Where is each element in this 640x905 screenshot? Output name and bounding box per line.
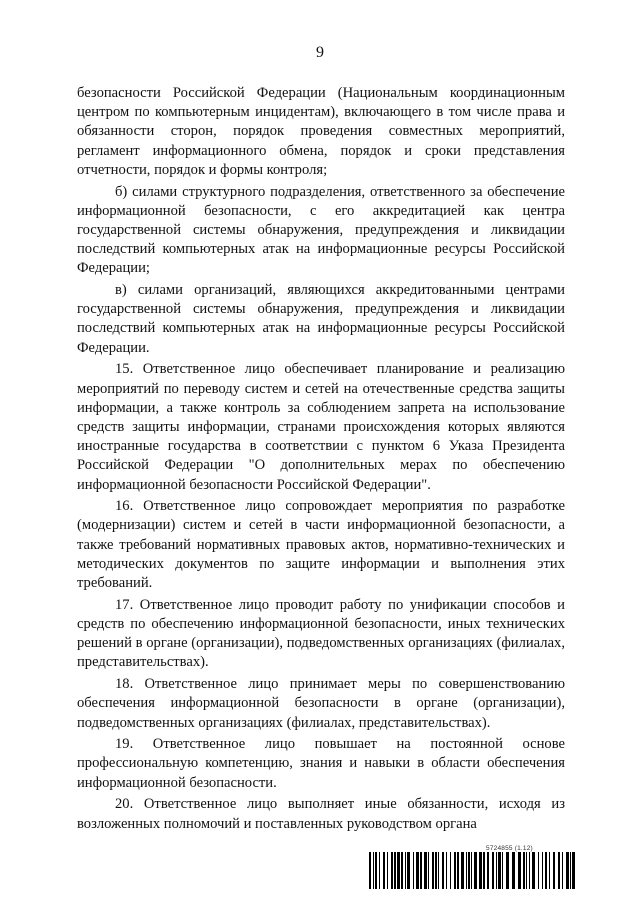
document-code: 5724855 (1.12) — [486, 845, 533, 852]
paragraph-15: 15. Ответственное лицо обеспечивает планирование и реализацию мероприятий по переводу систем и сетей на отечественные средства защиты информации, а также контроль за соблюдением запрета на использование средств защиты информации, странами происхождения которых являются иностранные государства в соответствии с пунктом 6 Указа Президента Российской Федерации "О дополнительных мерах по обеспечению информационной безопасности Российской Федерации". — [77, 361, 565, 493]
paragraph-16: 16. Ответственное лицо сопровождает мероприятия по разработке (модернизации) систем и сетей в части информационной безопасности, а также требований нормативных правовых актов, нормативно-технических и методических документов по защите информации и выполнения этих требований. — [77, 498, 565, 592]
paragraph-18: 18. Ответственное лицо принимает меры по совершенствованию обеспечения информационной безопасности в органе (организации), подведомственных организациях (филиалах, представительствах). — [77, 676, 565, 731]
body-text — [77, 84, 565, 834]
page-number: 9 — [316, 44, 324, 61]
barcode — [369, 852, 576, 889]
paragraph-b: б) силами структурного подразделения, ответственного за обеспечение информационной безопасности, с его аккредитацией как центра государственной системы обнаружения, предупреждения и ликвидации последствий компьютерных атак на информационные ресурсы Российской Федерации; — [77, 183, 565, 277]
paragraph-19: 19. Ответственное лицо повышает на постоянной основе профессиональную компетенцию, знания и навыки в области обеспечения информационной безопасности. — [77, 736, 565, 791]
paragraph-continuation: безопасности Российской Федерации (Национальным координационным центром по компьютерным инцидентам), включающего в том числе права и обязанности сторон, порядок проведения совместных мероприятий, регламент информационного обмена, порядок и сроки представления отчетности, порядок и формы контроля; — [77, 85, 565, 178]
paragraph-20: 20. Ответственное лицо выполняет иные обязанности, исходя из возложенных полномочий и поставленных руководством органа — [77, 796, 565, 832]
paragraph-v: в) силами организаций, являющихся аккредитованными центрами государственной системы обнаружения, предупреждения и ликвидации последствий компьютерных атак на информационные ресурсы Российской Федерации. — [77, 282, 565, 356]
paragraph-17: 17. Ответственное лицо проводит работу по унификации способов и средств по обеспечению информационной безопасности, иных технических решений в органе (организации), подведомственных организациях (филиалах, представительствах). — [77, 596, 565, 671]
